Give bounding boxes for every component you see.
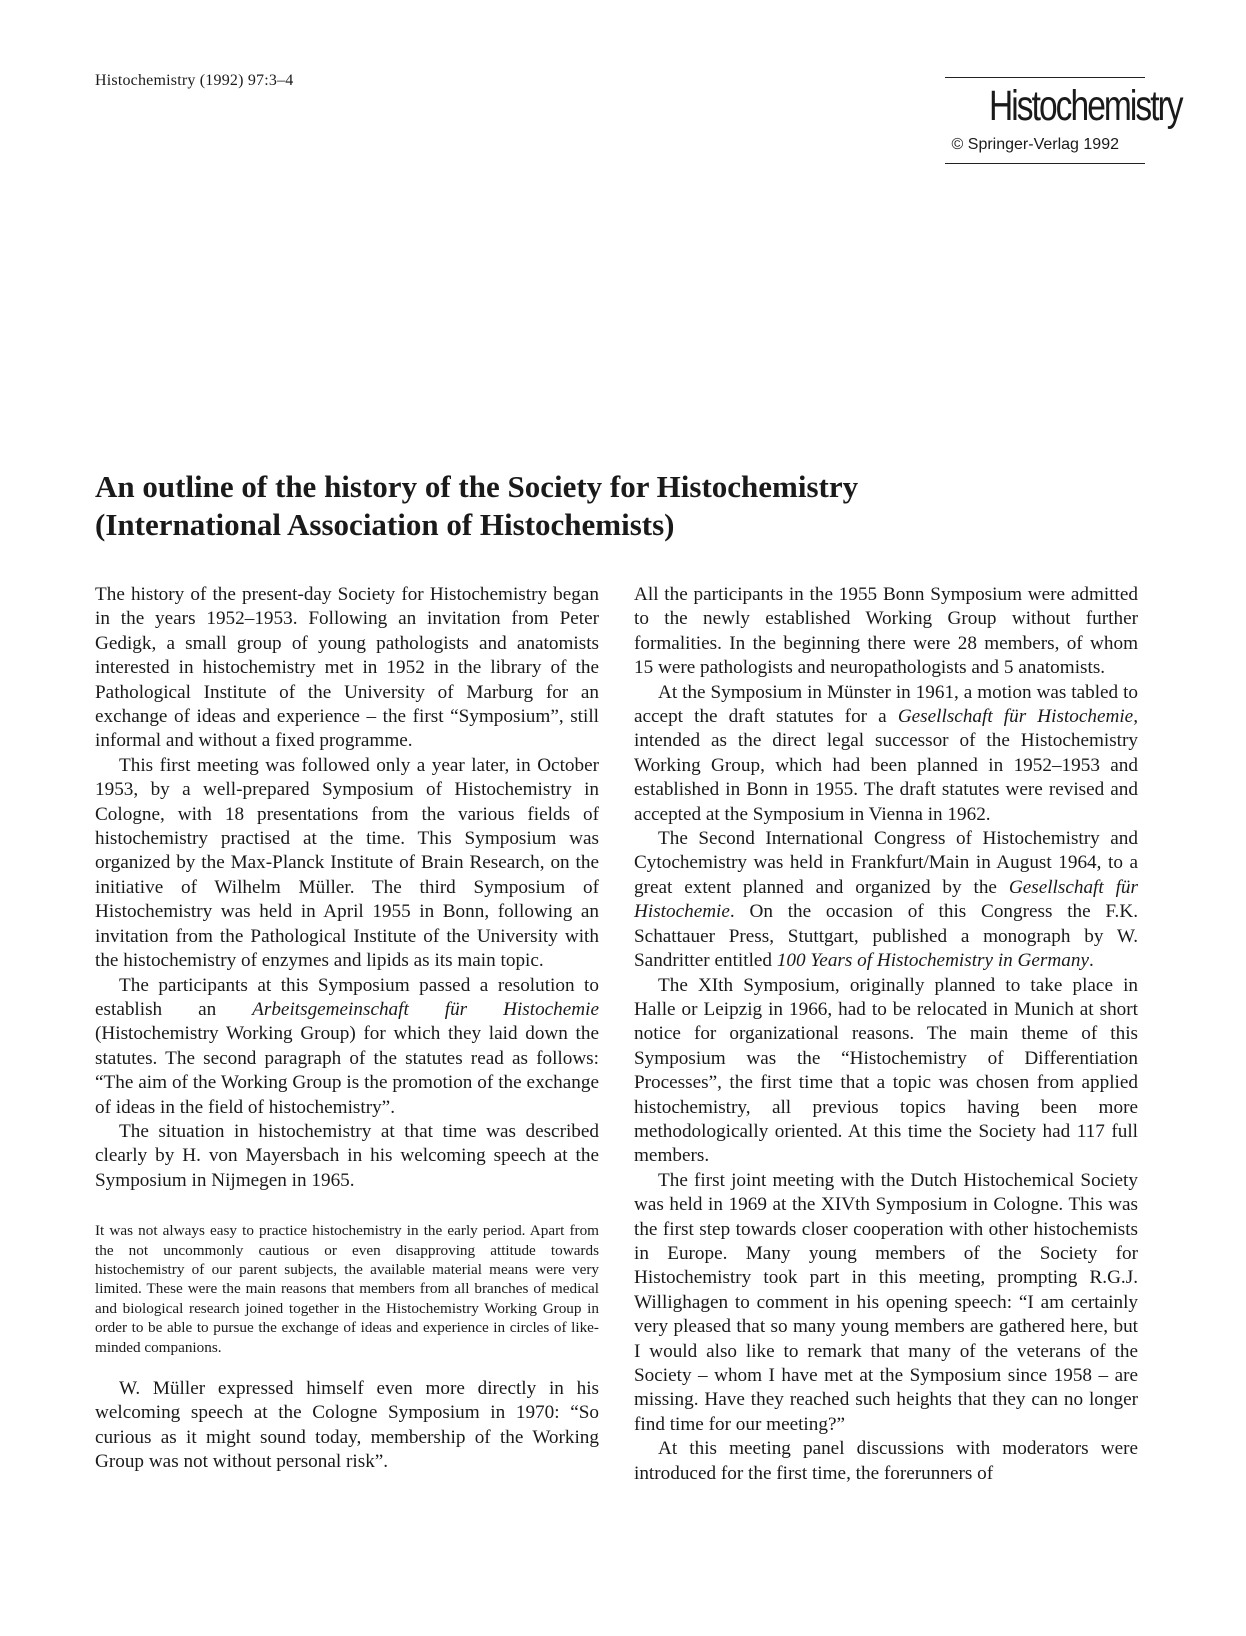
journal-citation: Histochemistry (1992) 97:3–4	[95, 72, 294, 89]
paragraph: This first meeting was followed only a year later, in October 1953, by a well-prepared Symposium of Histochemistry in Cologne, with 18 presentations from the various fields of histochemistry practised at the time. This Symposium was organized by the Max-Planck Institute of Brain Research, on the initiative of Wilhelm Müller. The third Symposium of Histochemistry was held in April 1955 in Bonn, following an invitation from the Pathological Institute of the University with the histochemistry of enzymes and lipids as its main topic.	[95, 754, 599, 972]
paragraph	[634, 681, 1138, 827]
title-line-2: (International Association of Histochemists)	[95, 507, 675, 542]
masthead-top-rule	[945, 77, 1145, 78]
italic-term: Arbeitsgemeinschaft für Histochemie	[252, 998, 599, 1020]
text-run: At the Symposium in Münster in 1961, a motion was tabled to accept the draft statutes for a	[634, 681, 1138, 728]
journal-name: Histochemistry	[989, 82, 1182, 130]
text-run: intended as the direct legal successor of the Histochemistry Working Group, which had been planned in 1952–1953 and established in Bonn in 1955. The draft statutes were revised and accepted at the Symposium in Vienna in 1962.	[634, 730, 1138, 825]
article-title	[95, 468, 1095, 544]
title-line-1: An outline of the history of the Society for Histochemistry	[95, 469, 859, 504]
text-run: The participants at this Symposium passed a resolution to establish an	[95, 974, 599, 1020]
paragraph	[95, 974, 599, 1120]
block-quote: It was not always easy to practice histochemistry in the early period. Apart from the not uncommonly cautious or even disapproving attitude towards histochemistry of our parent subjects, the available material means were very limited. These were the main reasons that members from all branches of medical and biological research joined together in the Histochemistry Working Group in order to be able to pursue the exchange of ideas and experience in circles of like-minded companions.	[95, 1222, 599, 1356]
masthead-bottom-rule	[945, 163, 1145, 164]
paragraph: All the participants in the 1955 Bonn Symposium were admitted to the newly established Working Group without further formalities. In the beginning there were 28 members, of whom 15 were pathologists and neuropathologists and 5 anatomists.	[634, 584, 1138, 679]
left-column	[95, 583, 599, 1475]
paragraph	[634, 827, 1138, 973]
italic-title: 100 Years of Histochemistry in Germany	[776, 950, 1089, 972]
paragraph: The XIth Symposium, originally planned to take place in Halle or Leipzig in 1966, had to be relocated in Munich at short notice for organizational reasons. The main theme of this Symposium was the “Histochemistry of Differentiation Processes”, the first time that a topic was chosen from applied histochemistry, all previous topics having been more methodologically oriented. At this time the Society had 117 full members.	[634, 974, 1138, 1167]
text-run: . On the occasion of this Congress the F.K. Schattauer Press, Stuttgart, published a monograph by W. Sandritter entitled	[634, 901, 1138, 972]
text-run: (Histochemistry Working Group) for which they laid down the statutes. The second paragraph of the statutes read as follows: “The aim of the Working Group is the promotion of the exchange of ideas in the field of histochemistry”.	[95, 1023, 599, 1118]
right-column	[634, 583, 1138, 1486]
italic-term: Gesellschaft für Histochemie	[634, 876, 1138, 923]
paragraph: W. Müller expressed himself even more directly in his welcoming speech at the Cologne Symposium in 1970: “So curious as it might sound today, membership of the Working Group was not without personal risk”.	[95, 1378, 599, 1473]
text-run: .	[1088, 950, 1094, 972]
text-run: The Second International Congress of Histochemistry and Cytochemistry was held in Frankfurt/Main in August 1964, to a great extent planned and organized by the	[634, 828, 1138, 898]
paragraph: The first joint meeting with the Dutch Histochemical Society was held in 1969 at the XIVth Symposium in Cologne. This was the first step towards closer cooperation with other histochemists in Europe. Many young members of the Society for Histochemistry took part in this meeting, prompting R.G.J. Willighagen to comment in his opening speech: “I am certainly very pleased that so many young members are gathered here, but I would also like to remark that many of the veterans of the Society – whom I have met at the Symposium since 1958 – are missing. Have they reached such heights that they can no longer find time for our meeting?”	[634, 1169, 1138, 1435]
paragraph: The history of the present-day Society for Histochemistry began in the years 1952–1953. Following an invitation from Peter Gedigk, a small group of young pathologists and anatomists interested in histochemistry met in 1952 in the library of the Pathological Institute of the University of Marburg for an exchange of ideas and experience – the first “Symposium”, still informal and without a fixed programme.	[95, 584, 599, 752]
paragraph: At this meeting panel discussions with moderators were introduced for the first time, the forerunners of	[634, 1438, 1138, 1484]
paragraph: The situation in histochemistry at that time was described clearly by H. von Mayersbach in his welcoming speech at the Symposium in Nijmegen in 1965.	[95, 1120, 599, 1191]
italic-term: Gesellschaft für Histochemie,	[897, 706, 1138, 728]
publisher-copyright: © Springer-Verlag 1992	[951, 136, 1119, 153]
journal-masthead	[945, 77, 1182, 164]
